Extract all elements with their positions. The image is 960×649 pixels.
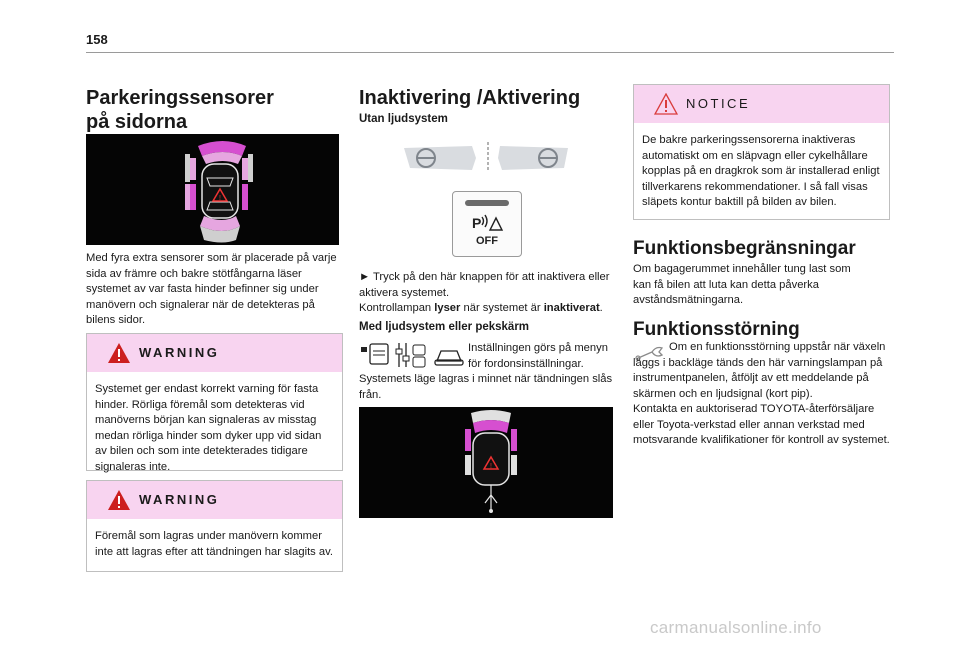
press-button-instruction: ► Tryck på den här knappen för att inaktivera eller aktivera systemet. <box>359 271 610 299</box>
indicator-lamp <box>465 200 509 206</box>
notice-text: De bakre parkeringssensorerna inaktiveras automatiskt om en släpvagn eller cykelhållare kopplas på en dragkrok som är installerad enligt tillverkarens rekommendationer. I så fall visas släpets kontur baktill på bilden av bilen. <box>642 134 880 208</box>
title-line-2: på sidorna <box>86 111 188 133</box>
indicator-text-bold-1: lyser <box>434 302 461 314</box>
section-title-fault: Funktionsstörning <box>633 319 800 340</box>
section-title-limits: Funktionsbegränsningar <box>633 238 856 259</box>
limits-text: Om bagagerummet innehåller tung last som kan få bilen att luta kan detta påverka avståndsmätningarna. <box>633 263 851 306</box>
fault-text-a: Om en funktionsstörning uppstår när växeln läggs i backläge tänds den här varningslampan på instrumentpanelen, åtföljt av ett meddelande på skärmen och en ljudsignal (kort pip). <box>633 341 886 400</box>
dashboard-location-icon <box>402 140 572 174</box>
side-sensors-description: Med fyra extra sensorer som är placerade på varje sida av främre och bakre stötfångarna läser systemet av var fasta hinder befinner sig under manövern och signalerar när de detekteras på bilens sidor. <box>86 252 337 326</box>
button-off-label: OFF <box>476 235 498 247</box>
warning-text: Systemet ger endast korrekt varning för fasta hinder. Rörliga föremål som detekteras vid manöverns början kan signaleras av misstag medan rörliga hinder som dyker upp vid sidan av bilen och som inte detekterades tidigare signaleras inte. <box>95 383 322 473</box>
memory-text: Systemets läge lagras i minnet när tändningen slås från. <box>359 373 613 401</box>
title-line-1: Parkeringssensorer <box>86 87 274 109</box>
indicator-text-2: när systemet är <box>460 302 544 314</box>
warning-box-1 <box>86 333 343 471</box>
notice-header <box>634 85 889 123</box>
indicator-text-3: . <box>599 302 603 314</box>
warning-triangle-icon <box>107 489 131 511</box>
notice-triangle-icon <box>654 93 678 115</box>
svg-text:P: P <box>472 215 482 231</box>
warning-text: Föremål som lagras under manövern kommer inte att lagras efter att tändningen har slagits av. <box>95 530 333 558</box>
watermark: carmanualsonline.info <box>650 618 822 637</box>
fault-text-b: Kontakta en auktoriserad TOYOTA-återförsäljare eller Toyota-verkstad eller annan verkstad med motsvarande kvalifikationer för kontroll av systemet. <box>633 403 890 446</box>
svg-text:!: ! <box>219 195 221 202</box>
warning-box-2 <box>86 480 343 572</box>
instruction-text <box>359 270 619 317</box>
park-sensor-off-button[interactable] <box>452 191 522 257</box>
indicator-text-bold-2: inaktiverat <box>543 302 600 314</box>
subtitle-with-audio: Med ljudsystem eller pekskärm <box>359 321 530 333</box>
warning-header <box>87 481 342 519</box>
indicator-text-1: Kontrollampan <box>359 302 435 314</box>
warning-label: WARNING <box>139 345 220 360</box>
fault-text-block <box>633 340 895 449</box>
notice-label: NOTICE <box>686 96 751 111</box>
section-title-deactivation: Inaktivering /Aktivering <box>359 87 581 109</box>
notice-box <box>633 84 890 220</box>
section-title-side-sensors <box>86 86 274 134</box>
side-sensors-illustration <box>86 134 339 245</box>
settings-menu-icons <box>361 341 465 369</box>
warning-triangle-icon <box>107 342 131 364</box>
subtitle-without-audio: Utan ljudsystem <box>359 113 448 125</box>
page-number: 158 <box>86 32 108 47</box>
touchscreen-parking-display <box>359 407 613 518</box>
header-divider <box>86 52 894 53</box>
settings-menu-text: Inställningen görs på menyn för fordonsinställningar. <box>468 342 608 370</box>
svg-text:!: ! <box>490 463 492 470</box>
warning-header <box>87 334 342 372</box>
parking-sensor-icon <box>471 214 505 234</box>
warning-label: WARNING <box>139 492 220 507</box>
